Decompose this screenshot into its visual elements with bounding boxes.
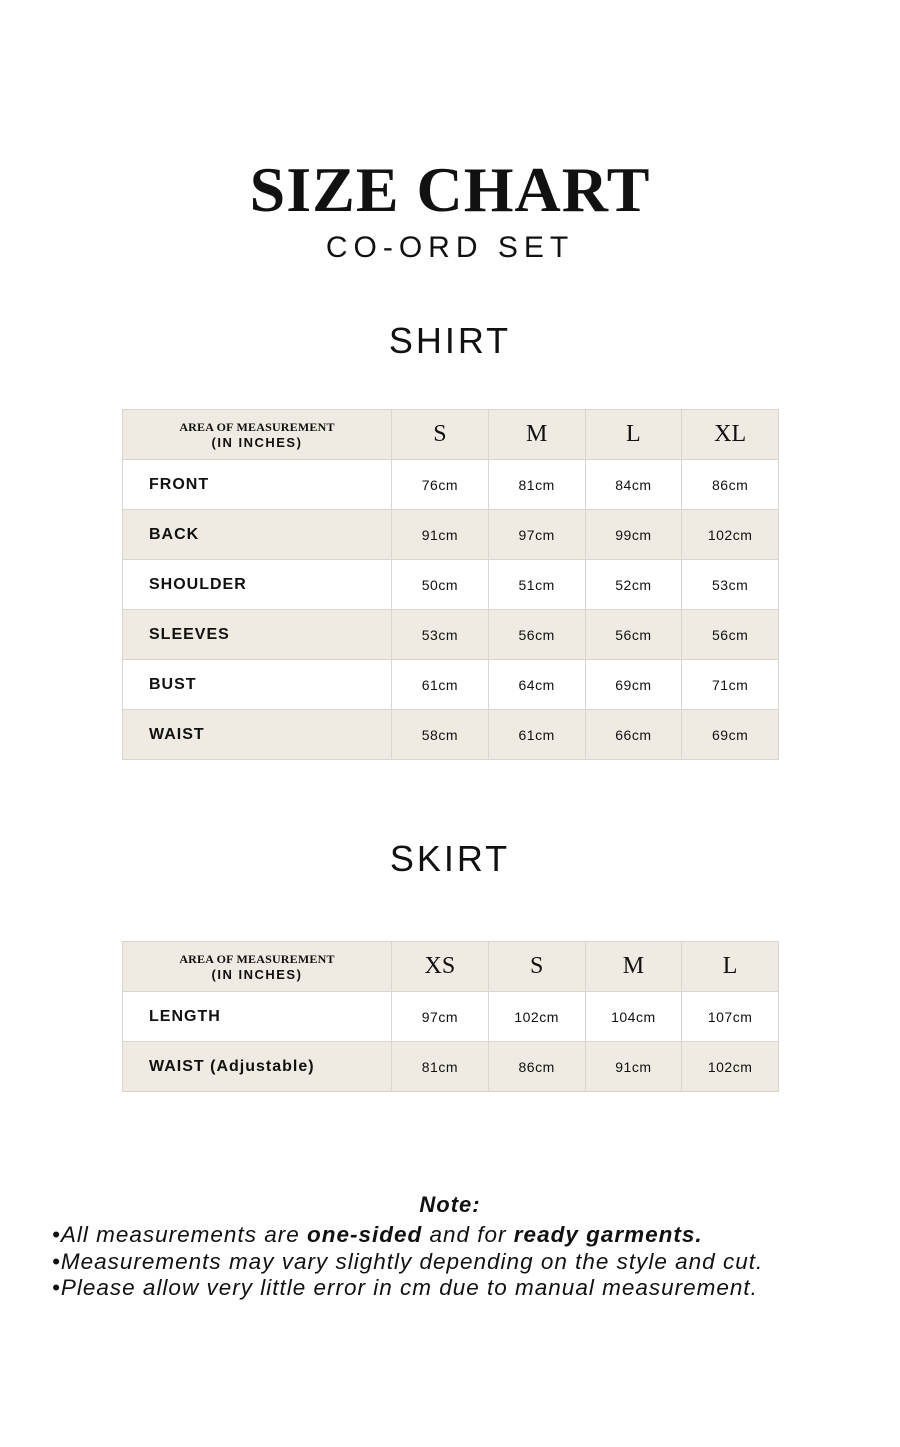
table-header-row (123, 942, 779, 992)
measurement-cell: 53cm (682, 560, 779, 610)
table-row (123, 660, 779, 710)
row-label: SHOULDER (123, 560, 392, 610)
area-header-label: AREA OF MEASUREMENT (179, 951, 335, 966)
size-header: L (585, 410, 682, 460)
measurement-cell: 86cm (682, 460, 779, 510)
size-header: XS (392, 942, 489, 992)
note-emphasis: ready garments. (513, 1222, 703, 1247)
measurement-cell: 86cm (488, 1042, 585, 1092)
table-row (123, 1042, 779, 1092)
measurement-cell: 53cm (392, 610, 489, 660)
measurement-cell: 99cm (585, 510, 682, 560)
measurement-cell: 102cm (682, 510, 779, 560)
measurement-cell: 51cm (488, 560, 585, 610)
measurement-cell: 71cm (682, 660, 779, 710)
table-row (123, 560, 779, 610)
skirt-section-title: SKIRT (389, 838, 511, 879)
page-subtitle: CO-ORD SET (325, 231, 575, 264)
note-line: •Measurements may vary slightly depending on the style and cut. (52, 1248, 764, 1274)
area-header-unit: (IN INCHES) (211, 966, 303, 982)
measurement-cell: 66cm (585, 710, 682, 760)
measurement-cell: 52cm (585, 560, 682, 610)
measurement-cell: 56cm (488, 610, 585, 660)
measurement-cell: 91cm (392, 510, 489, 560)
note-text: and for (422, 1222, 514, 1247)
measurement-cell: 58cm (392, 710, 489, 760)
measurement-cell: 104cm (585, 992, 682, 1042)
measurement-cell: 81cm (488, 460, 585, 510)
note-line: •Please allow very little error in cm due to manual measurement. (52, 1275, 758, 1300)
note-emphasis: one-sided (306, 1222, 423, 1247)
table-header-row (123, 410, 779, 460)
measurement-cell: 64cm (488, 660, 585, 710)
measurement-cell: 97cm (488, 510, 585, 560)
measurement-cell: 81cm (392, 1042, 489, 1092)
size-header: L (682, 942, 779, 992)
row-label: BUST (123, 660, 392, 710)
skirt-size-table (122, 941, 779, 1092)
measurement-cell: 50cm (392, 560, 489, 610)
note-text: •All measurements are (52, 1222, 307, 1247)
note-title: Note: (419, 1192, 481, 1217)
size-header: S (488, 942, 585, 992)
measurement-cell: 61cm (488, 710, 585, 760)
measurement-cell: 69cm (682, 710, 779, 760)
measurement-cell: 69cm (585, 660, 682, 710)
measurement-cell: 84cm (585, 460, 682, 510)
row-label: WAIST (Adjustable) (123, 1042, 392, 1092)
measurement-cell: 102cm (682, 1042, 779, 1092)
table-row (123, 510, 779, 560)
table-row (123, 710, 779, 760)
table-row (123, 992, 779, 1042)
size-header: XL (682, 410, 779, 460)
measurement-cell: 56cm (585, 610, 682, 660)
notes-list (52, 1222, 882, 1302)
size-header: S (392, 410, 489, 460)
measurement-cell: 91cm (585, 1042, 682, 1092)
table-row (123, 460, 779, 510)
row-label: WAIST (123, 710, 392, 760)
measurement-cell: 102cm (488, 992, 585, 1042)
measurement-cell: 107cm (682, 992, 779, 1042)
area-header-label: AREA OF MEASUREMENT (179, 419, 335, 434)
row-label: BACK (123, 510, 392, 560)
area-header-unit: (IN INCHES) (211, 434, 303, 450)
measurement-cell: 97cm (392, 992, 489, 1042)
shirt-size-table (122, 409, 779, 760)
measurement-cell: 56cm (682, 610, 779, 660)
measurement-cell: 61cm (392, 660, 489, 710)
page-title: SIZE CHART (249, 154, 651, 225)
row-label: LENGTH (123, 992, 392, 1042)
row-label: FRONT (123, 460, 392, 510)
shirt-section-title: SHIRT (388, 320, 512, 361)
area-of-measurement-header (123, 410, 392, 460)
size-header: M (488, 410, 585, 460)
measurement-cell: 76cm (392, 460, 489, 510)
area-of-measurement-header (123, 942, 392, 992)
note-line (52, 1222, 882, 1249)
table-row (123, 610, 779, 660)
size-header: M (585, 942, 682, 992)
row-label: SLEEVES (123, 610, 392, 660)
